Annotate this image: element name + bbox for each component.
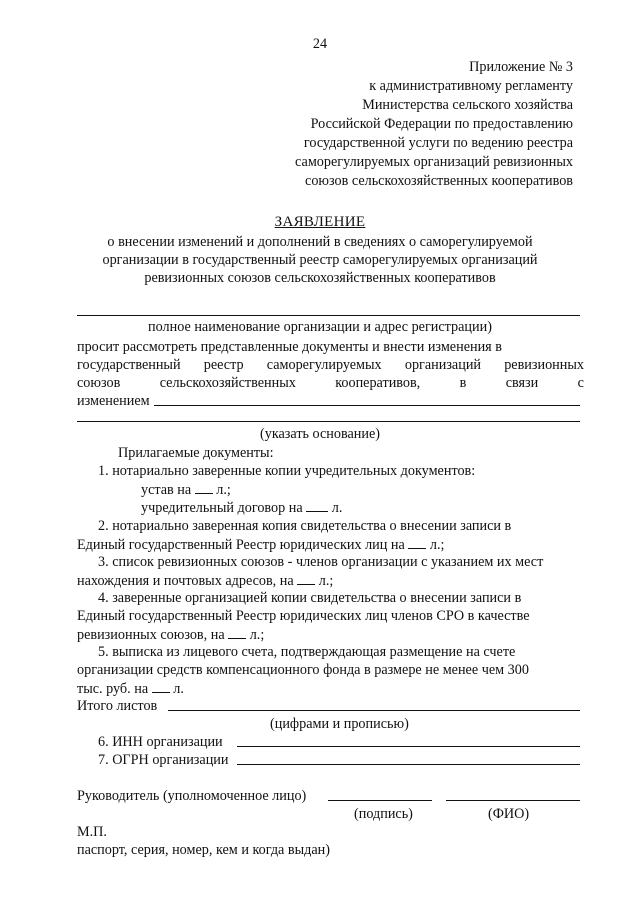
item-4-sheets-field[interactable] <box>228 627 246 639</box>
word: в <box>459 375 467 391</box>
request-line: просит рассмотреть представленные документы и внести изменения в <box>77 339 502 355</box>
item-3-cont <box>77 573 333 588</box>
fio-caption: (ФИО) <box>488 806 530 822</box>
basis-caption: (указать основание) <box>260 426 380 442</box>
label: нахождения и почтовых адресов, на <box>77 573 294 589</box>
stamp-label: М.П. <box>77 824 107 840</box>
change-label: изменением <box>77 393 150 409</box>
word: организаций <box>404 357 482 373</box>
appendix-line: саморегулируемых организаций ревизионных <box>295 154 573 170</box>
appendix-line: Российской Федерации по предоставлению <box>310 116 573 132</box>
word: саморегулируемых <box>266 357 382 373</box>
label: л.; <box>216 482 231 498</box>
word: союзов <box>77 375 121 391</box>
total-sheets-field[interactable] <box>168 710 580 711</box>
total-sheets-label: Итого листов <box>77 698 158 714</box>
label: л.; <box>318 573 334 589</box>
item-3-sheets-field[interactable] <box>297 573 315 585</box>
item-4-cont: Единый государственный Реестр юридических лиц членов СРО в качестве <box>77 608 530 624</box>
item-2: 2. нотариально заверенная копия свидетельства о внесении записи в <box>98 518 512 534</box>
subtitle-line: о внесении изменений и дополнений в сведениях о саморегулируемой <box>107 234 533 250</box>
label: устав на <box>141 482 192 498</box>
attached-heading: Прилагаемые документы: <box>118 445 274 461</box>
contract-row <box>141 500 342 515</box>
item-2-sheets-field[interactable] <box>408 537 426 549</box>
label: учредительный договор на <box>141 500 303 516</box>
label: ревизионных союзов, на <box>77 627 225 643</box>
org-name-field[interactable] <box>77 315 580 316</box>
word: связи <box>505 375 539 391</box>
total-caption: (цифрами и прописью) <box>270 716 409 732</box>
head-label: Руководитель (уполномоченное лицо) <box>77 788 307 804</box>
item-5-cont <box>77 681 184 696</box>
ogrn-label: 7. ОГРН организации <box>98 752 229 768</box>
word: реестр <box>203 357 244 373</box>
charter-sheets-field[interactable] <box>195 482 213 494</box>
item-1: 1. нотариально заверенные копии учредительных документов: <box>98 463 476 479</box>
label: л. <box>173 681 184 697</box>
item-4-cont <box>77 627 264 642</box>
word: ревизионных <box>504 357 584 373</box>
label: тыс. руб. на <box>77 681 149 697</box>
item-2-cont <box>77 537 444 552</box>
subtitle-line: ревизионных союзов сельскохозяйственных кооперативов <box>144 270 496 286</box>
word: сельскохозяйственных <box>159 375 296 391</box>
label: л.; <box>429 537 445 553</box>
appendix-line: государственной услуги по ведению реестра <box>303 135 573 151</box>
inn-label: 6. ИНН организации <box>98 734 223 750</box>
word: кооперативов, <box>335 375 421 391</box>
appendix-line: союзов сельскохозяйственных кооперативов <box>305 173 573 189</box>
item-5-cont: организации средств компенсационного фонда в размере не менее чем 300 <box>77 662 529 678</box>
fio-field[interactable] <box>446 800 580 801</box>
label: л. <box>331 500 343 516</box>
item-5: 5. выписка из лицевого счета, подтверждающая размещение на счете <box>98 644 516 660</box>
label: Единый государственный Реестр юридических лиц на <box>77 537 405 553</box>
inn-field[interactable] <box>237 746 580 747</box>
word: с <box>577 375 584 391</box>
change-reason-field[interactable] <box>154 405 580 406</box>
page-number: 24 <box>312 36 328 52</box>
signature-field[interactable] <box>328 800 432 801</box>
org-name-caption: полное наименование организации и адрес регистрации) <box>148 319 492 335</box>
item-4: 4. заверенные организацией копии свидетельства о внесении записи в <box>98 590 522 606</box>
request-line <box>77 376 584 390</box>
passport-line: паспорт, серия, номер, кем и когда выдан) <box>77 842 330 858</box>
charter-row <box>141 482 231 497</box>
request-line <box>77 358 584 372</box>
ogrn-field[interactable] <box>237 764 580 765</box>
item-3: 3. список ревизионных союзов - членов организации с указанием их мест <box>98 554 544 570</box>
label: л.; <box>249 627 265 643</box>
item-5-sheets-field[interactable] <box>152 681 170 693</box>
appendix-line: Приложение № 3 <box>469 59 573 75</box>
change-reason-field-2[interactable] <box>77 421 580 422</box>
contract-sheets-field[interactable] <box>306 500 328 512</box>
word: государственный <box>77 357 181 373</box>
signature-caption: (подпись) <box>354 806 413 822</box>
document-title: ЗАЯВЛЕНИЕ <box>274 214 366 230</box>
appendix-line: Министерства сельского хозяйства <box>362 97 573 113</box>
appendix-line: к административному регламенту <box>369 78 573 94</box>
subtitle-line: организации в государственный реестр саморегулируемых организаций <box>102 252 538 268</box>
